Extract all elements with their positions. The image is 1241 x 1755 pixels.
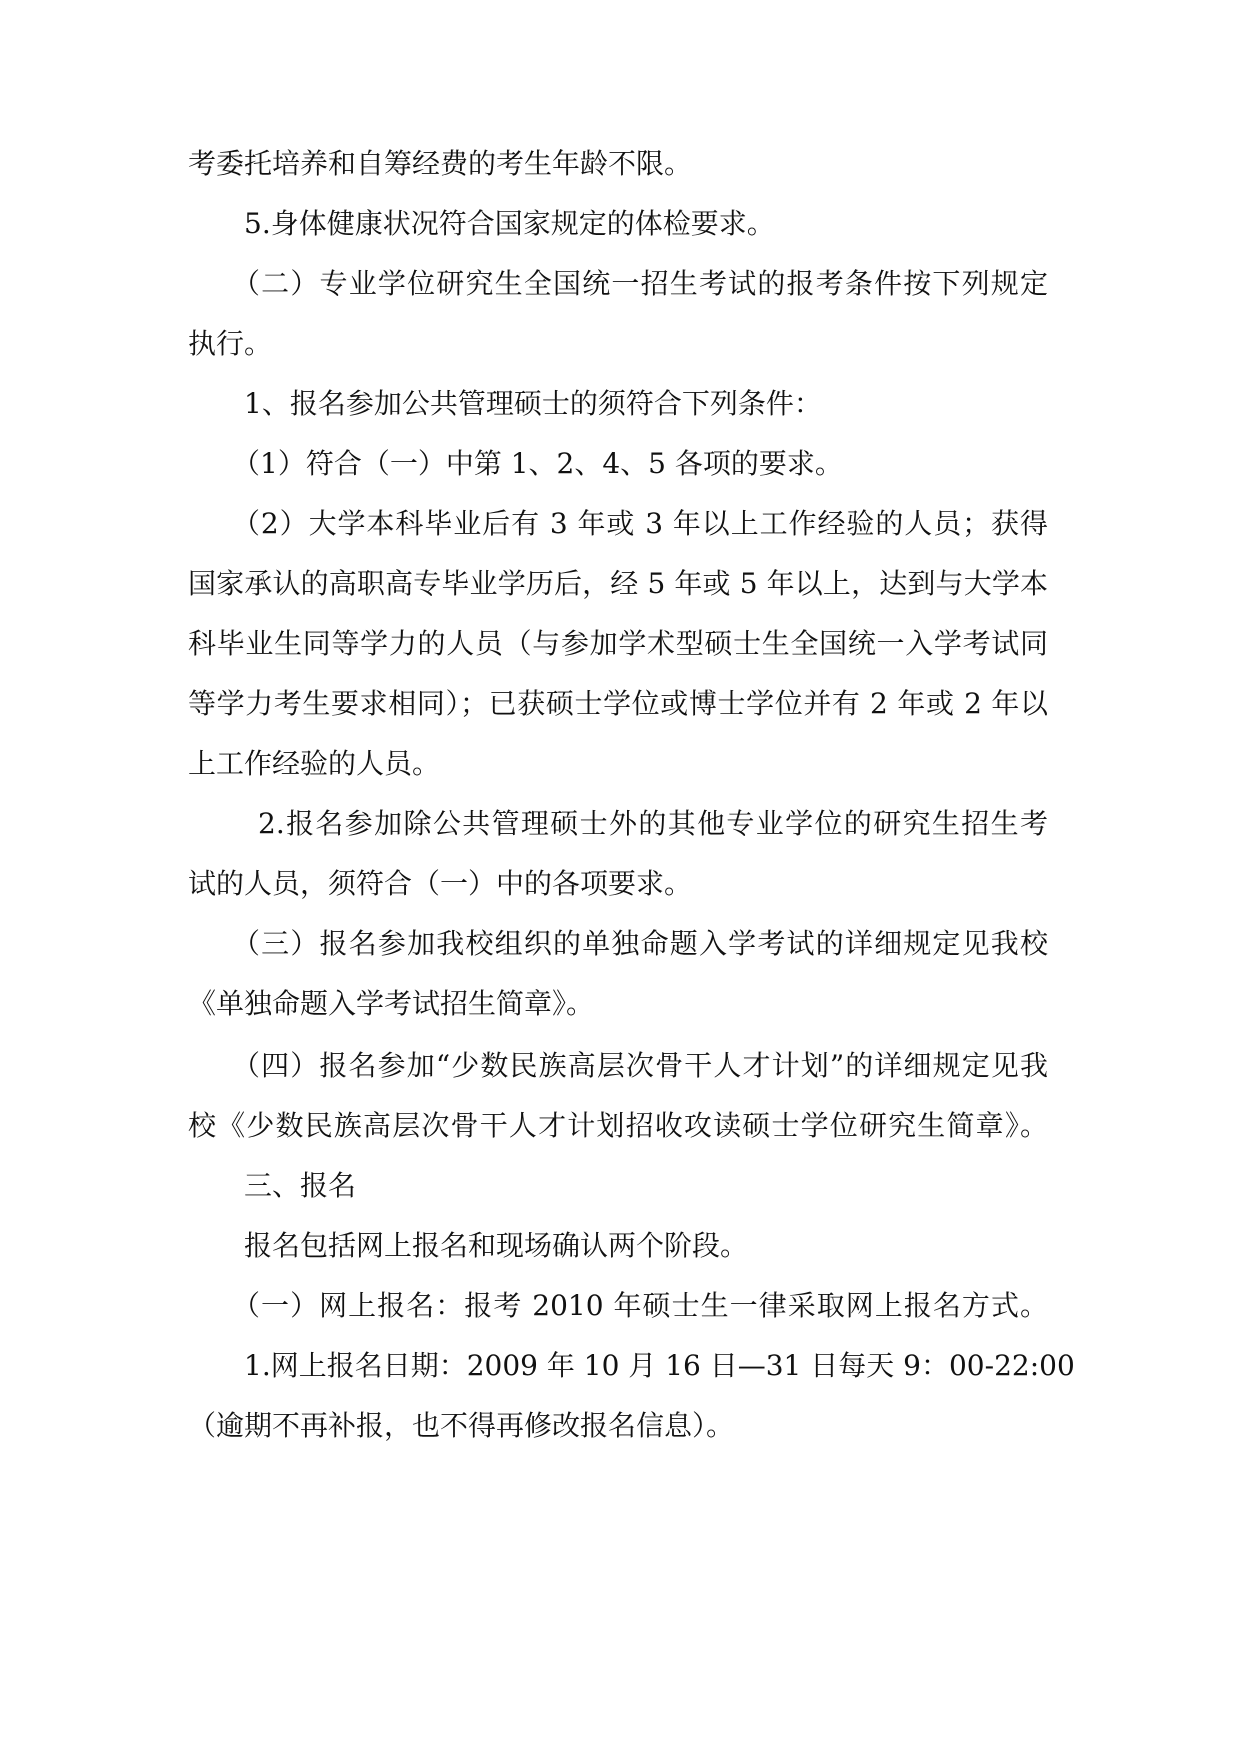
text-line: （三）报名参加我校组织的单独命题入学考试的详细规定见我校 [232,927,1048,960]
text-line: 校《少数民族高层次骨干人才计划招收攻读硕士学位研究生简章》。 [188,1109,1048,1142]
section-heading: 三、报名 [244,1169,357,1202]
text-line: 报名包括网上报名和现场确认两个阶段。 [244,1229,749,1262]
text-line: 上工作经验的人员。 [188,747,441,780]
text-line: （四）报名参加“少数民族高层次骨干人才计划”的详细规定见我 [232,1049,1048,1082]
text-line: 《单独命题入学考试招生简章》。 [188,987,595,1020]
text-line: 1.网上报名日期：2009 年 10 月 16 日—31 日每天 9：00-22:00 [244,1349,1075,1382]
text-line: （2）大学本科毕业后有 3 年或 3 年以上工作经验的人员；获得 [232,507,1048,540]
text-line: （二）专业学位研究生全国统一招生考试的报考条件按下列规定 [232,267,1048,300]
text-line: （逾期不再补报，也不得再修改报名信息）。 [188,1409,735,1442]
text-line: 2.报名参加除公共管理硕士外的其他专业学位的研究生招生考 [258,807,1048,840]
text-line: （1）符合（一）中第 1、2、4、5 各项的要求。 [232,447,843,480]
text-line: 5.身体健康状况符合国家规定的体检要求。 [244,207,775,240]
text-line: 执行。 [188,327,273,360]
text-line: 试的人员，须符合（一）中的各项要求。 [188,867,693,900]
text-line: 等学力考生要求相同）；已获硕士学位或博士学位并有 2 年或 2 年以 [188,687,1048,720]
text-line: 国家承认的高职高专毕业学历后，经 5 年或 5 年以上，达到与大学本 [188,567,1048,600]
text-line: 考委托培养和自筹经费的考生年龄不限。 [188,147,693,180]
text-line: 科毕业生同等学力的人员（与参加学术型硕士生全国统一入学考试同 [188,627,1048,660]
text-line: （一）网上报名：报考 2010 年硕士生一律采取网上报名方式。 [232,1289,1048,1322]
text-line: 1、报名参加公共管理硕士的须符合下列条件： [244,387,822,420]
